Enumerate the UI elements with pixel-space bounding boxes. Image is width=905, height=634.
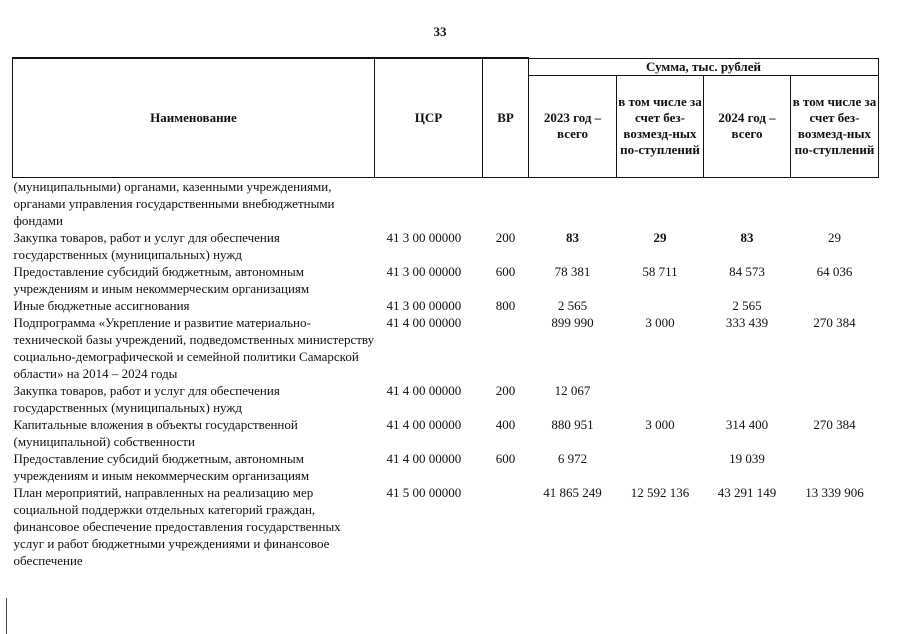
header-2023-free: в том числе за счет без-возмезд-ных по-ступлений	[617, 75, 704, 177]
row-2023-total: 12 067	[554, 382, 591, 398]
row-2024-total	[704, 177, 791, 229]
row-2023-total	[529, 177, 617, 229]
header-csr: ЦСР	[375, 58, 483, 177]
row-2024-free: 29	[828, 229, 841, 245]
header-2024-free: в том числе за счет без-возмезд-ных по-ступлений	[791, 75, 879, 177]
row-2024-total	[704, 382, 791, 416]
row-2024-free	[791, 450, 879, 484]
header-sum-group: Сумма, тыс. рублей	[529, 58, 879, 75]
row-name: (муниципальными) органами, казенными учреждениями, органами управления государственными внебюджетными фондами	[13, 178, 335, 228]
row-csr: 41 3 00 00000	[386, 297, 462, 313]
budget-table	[12, 57, 879, 569]
row-csr: 41 4 00 00000	[386, 382, 462, 398]
row-vr	[483, 177, 529, 229]
table-row	[13, 314, 879, 382]
row-2023-free	[617, 382, 704, 416]
row-name: Предоставление субсидий бюджетным, автономным учреждениям и иным некоммерческим организациям	[13, 263, 310, 296]
row-2023-total: 6 972	[557, 450, 588, 466]
row-2023-free	[617, 177, 704, 229]
row-csr: 41 4 00 00000	[386, 450, 462, 466]
table-row	[13, 263, 879, 297]
row-2023-free: 29	[653, 229, 667, 245]
row-2023-free: 3 000	[645, 314, 675, 330]
header-name: Наименование	[13, 58, 375, 177]
row-2024-free: 13 339 906	[805, 484, 864, 500]
row-2024-total: 314 400	[725, 416, 769, 432]
row-2023-free	[617, 450, 704, 484]
row-2023-total: 83	[566, 229, 579, 245]
row-2024-free	[791, 177, 879, 229]
row-csr	[375, 177, 483, 229]
row-2024-total: 2 565	[732, 297, 762, 313]
row-2023-total: 78 381	[554, 263, 591, 279]
row-vr: 200	[495, 382, 516, 398]
row-2024-total: 43 291 149	[717, 484, 777, 500]
row-2024-total: 83	[740, 229, 754, 245]
row-vr	[483, 314, 529, 382]
page-edge-line	[6, 598, 7, 634]
row-csr: 41 4 00 00000	[386, 314, 462, 330]
row-csr: 41 3 00 00000	[386, 229, 462, 245]
row-2023-free: 12 592 136	[630, 484, 690, 500]
row-2024-total: 84 573	[729, 263, 765, 279]
row-name: План мероприятий, направленных на реализацию мер социальной поддержки отдельных категорий граждан, финансовое обеспечение предоставления государственных услуг и работ бюджетными учреждениями и финансовое обеспечение	[13, 484, 341, 568]
row-2024-total: 333 439	[725, 314, 769, 330]
row-vr: 200	[495, 229, 516, 245]
row-2023-total: 41 865 249	[543, 484, 602, 500]
row-csr: 41 3 00 00000	[386, 263, 462, 279]
table-row	[13, 382, 879, 416]
row-csr: 41 5 00 00000	[386, 484, 462, 500]
table-header	[13, 58, 879, 177]
table-row	[13, 297, 879, 314]
row-2024-free: 270 384	[813, 314, 856, 330]
table-row	[13, 450, 879, 484]
header-vr: ВР	[483, 58, 529, 177]
table-row	[13, 229, 879, 263]
row-vr: 400	[495, 416, 516, 432]
row-vr: 600	[495, 263, 516, 279]
row-2024-total: 19 039	[729, 450, 765, 466]
row-2023-total: 2 565	[557, 297, 588, 313]
row-2024-free: 64 036	[816, 263, 853, 279]
row-name: Капитальные вложения в объекты государственной (муниципальной) собственности	[13, 416, 298, 449]
row-name: Закупка товаров, работ и услуг для обеспечения государственных (муниципальных) нужд	[13, 382, 280, 415]
header-2023-total: 2023 год – всего	[529, 75, 617, 177]
page-number: 33	[433, 24, 447, 39]
row-csr: 41 4 00 00000	[386, 416, 462, 432]
table-row	[13, 484, 879, 569]
row-name: Предоставление субсидий бюджетным, автономным учреждениям и иным некоммерческим организациям	[13, 450, 310, 483]
table-body	[13, 177, 879, 569]
row-vr: 800	[495, 297, 516, 313]
table-row	[13, 177, 879, 229]
row-vr	[483, 484, 529, 569]
row-name: Закупка товаров, работ и услуг для обеспечения государственных (муниципальных) нужд	[13, 229, 280, 262]
header-2024-total: 2024 год – всего	[704, 75, 791, 177]
row-2024-free	[791, 382, 879, 416]
table-row	[13, 416, 879, 450]
row-name: Иные бюджетные ассигнования	[13, 297, 190, 313]
row-2024-free: 270 384	[813, 416, 856, 432]
row-2023-free: 3 000	[645, 416, 675, 432]
row-2024-free	[791, 297, 879, 314]
row-2023-free: 58 711	[642, 263, 678, 279]
row-2023-free	[617, 297, 704, 314]
row-2023-total: 899 990	[551, 314, 594, 330]
row-name: Подпрограмма «Укрепление и развитие материально-технической базы учреждений, подведомственных министерству социально-демографической и семейной политики Самарской области» на 2014 – 2024 годы	[13, 314, 375, 381]
row-vr: 600	[495, 450, 516, 466]
row-2023-total: 880 951	[551, 416, 594, 432]
